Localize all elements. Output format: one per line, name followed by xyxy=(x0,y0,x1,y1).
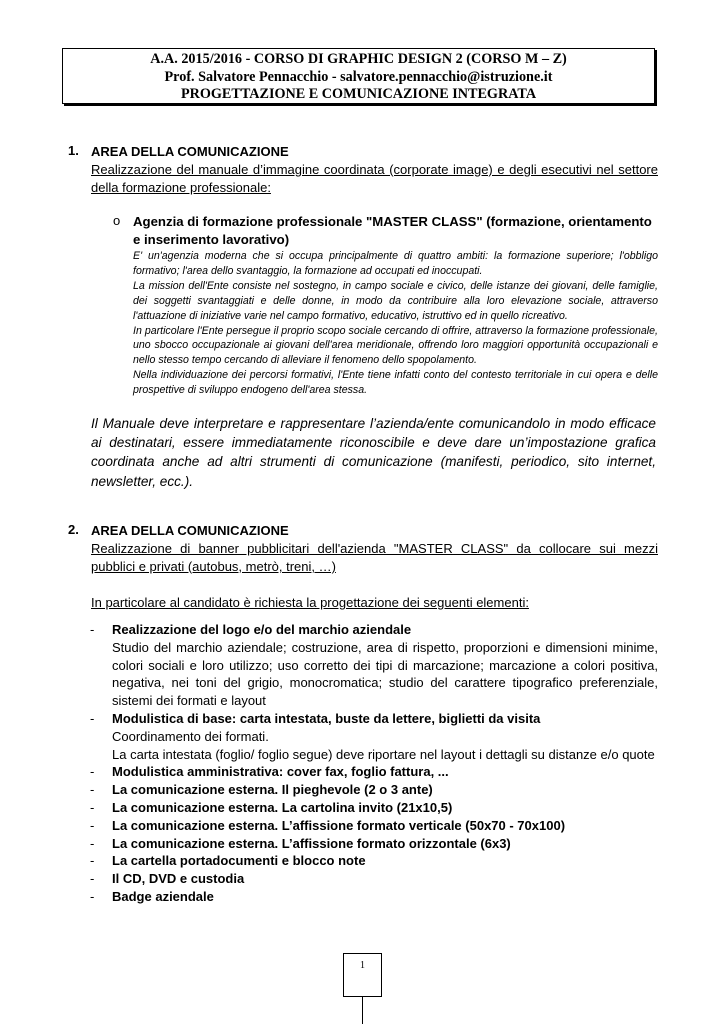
dash-marker: - xyxy=(90,888,95,904)
section-title: AREA DELLA COMUNICAZIONE xyxy=(91,144,289,159)
item-title: La cartella portadocumenti e blocco note xyxy=(112,853,366,869)
item-detail: Coordinamento dei formati. xyxy=(112,728,269,744)
list-item xyxy=(90,888,658,906)
item-title: La comunicazione esterna. La cartolina invito (21x10,5) xyxy=(112,799,453,815)
bullet-o: o xyxy=(113,213,121,228)
section-subtitle: Realizzazione di banner pubblicitari dell'azienda "MASTER CLASS" da collocare sui mezzi pubblici e privati (autobus, metrò, treni, …) xyxy=(91,541,658,574)
section-1 xyxy=(68,143,658,197)
section-number: 2. xyxy=(68,522,79,537)
list-item xyxy=(90,763,658,781)
item-title: Modulistica di base: carta intestata, buste da lettere, biglietti da visita xyxy=(112,710,541,726)
course-title: A.A. 2015/2016 - CORSO DI GRAPHIC DESIGN 2 (CORSO M – Z) xyxy=(150,51,567,67)
professor-line: Prof. Salvatore Pennacchio - salvatore.pennacchio@istruzione.it xyxy=(164,68,553,85)
section-subtitle: Realizzazione del manuale d’immagine coordinata (corporate image) e degli esecutivi nel settore della formazione professionale: xyxy=(91,162,658,195)
dash-marker: - xyxy=(90,799,95,815)
section-intro: In particolare al candidato è richiesta la progettazione dei seguenti elementi: xyxy=(91,595,529,610)
page-number-connector xyxy=(362,997,363,1024)
dash-marker: - xyxy=(90,622,95,637)
dash-marker: - xyxy=(90,871,95,887)
list-item xyxy=(90,870,658,888)
dash-marker: - xyxy=(90,764,95,780)
page-number: 1 xyxy=(360,960,365,971)
section-title: AREA DELLA COMUNICAZIONE xyxy=(91,523,289,538)
agency-paragraph: E' un'agenzia moderna che si occupa principalmente di quattro ambiti: la formazione superiore; l'obbligo formativo; l'area dello svantaggio, la formazione ad occupati ed inoccupati. xyxy=(133,250,658,277)
agency-paragraph: Nella individuazione dei percorsi formativi, l'Ente tiene infatti conto del contesto territoriale in cui opera e delle prospettive di sviluppo endogeno dell'area stessa. xyxy=(133,369,658,397)
list-item xyxy=(90,852,658,870)
item-title: La comunicazione esterna. L’affissione formato verticale (50x70 - 70x100) xyxy=(112,817,566,833)
list-item xyxy=(90,817,658,835)
dash-marker: - xyxy=(90,817,95,833)
header-box xyxy=(62,48,655,104)
item-title: La comunicazione esterna. L’affissione formato orizzontale (6x3) xyxy=(112,835,511,851)
section-2 xyxy=(68,522,658,612)
item-title: Il CD, DVD e custodia xyxy=(112,871,245,887)
requirements-list xyxy=(90,621,658,906)
manual-description: Il Manuale deve interpretare e rappresentare l’azienda/ente comunicandolo in modo efficace ai destinatari, essere immediatamente riconoscibile e deve dare un’impostazione grafica coordinata anche ad altri strumenti di comunicazione (manifesti, periodico, sito internet, newsletter, ecc.). xyxy=(91,416,656,489)
list-item xyxy=(90,835,658,853)
item-title: Modulistica amministrativa: cover fax, foglio fattura, ... xyxy=(112,764,449,780)
list-item xyxy=(90,799,658,817)
dash-marker: - xyxy=(90,835,95,851)
agency-title: Agenzia di formazione professionale "MASTER CLASS" (formazione, orientamento e inserimento lavorativo) xyxy=(133,214,652,247)
agency-description xyxy=(133,249,658,398)
dash-marker: - xyxy=(90,853,95,869)
dash-marker: - xyxy=(90,710,95,726)
item-detail: La carta intestata (foglio/ foglio segue) deve riportare nel layout i dettagli su distanze e/o quote xyxy=(112,746,655,762)
page-number-box xyxy=(343,953,382,997)
item-title: La comunicazione esterna. Il pieghevole (2 o 3 ante) xyxy=(112,782,433,798)
item-title: Badge aziendale xyxy=(112,888,214,904)
agency-block xyxy=(113,213,658,398)
dash-marker: - xyxy=(90,782,95,798)
agency-paragraph: La mission dell'Ente consiste nel sostegno, in campo sociale e civico, delle istanze dei giovani, delle famiglie, dei soggetti svantaggiati e delle donne, in modo da contribuire alla loro elevazione sociale, attraverso l'attuazione di iniziative varie nel campo formativo, educativo, istruttivo ed in quello ricreativo. xyxy=(133,279,658,322)
list-item xyxy=(90,781,658,799)
item-title: Realizzazione del logo e/o del marchio aziendale xyxy=(112,622,412,637)
list-item xyxy=(90,710,658,763)
item-detail: Studio del marchio aziendale; costruzione, area di rispetto, proporzioni e dimensioni minime, colori sociali e loro utilizzo; uso corretto dei tipi di marcazione; marcazione a colori positiva, negativa, nei toni del grigio, monocromatica; studio del carattere tipografico preferenziale, sistemi dei formati e layout xyxy=(112,639,658,709)
list-item xyxy=(90,621,658,710)
course-subject: PROGETTAZIONE E COMUNICAZIONE INTEGRATA xyxy=(180,86,537,102)
section-number: 1. xyxy=(68,143,79,158)
agency-paragraph: In particolare l'Ente persegue il proprio scopo sociale cercando di offrire, attraverso la formazione professionale, uno sbocco occupazionale ai giovani dell'area meridionale, offrendo loro maggiori opportunità occupazionali e nello stesso tempo cercando di alleviare il fenomeno dello spopolamento. xyxy=(133,324,658,367)
